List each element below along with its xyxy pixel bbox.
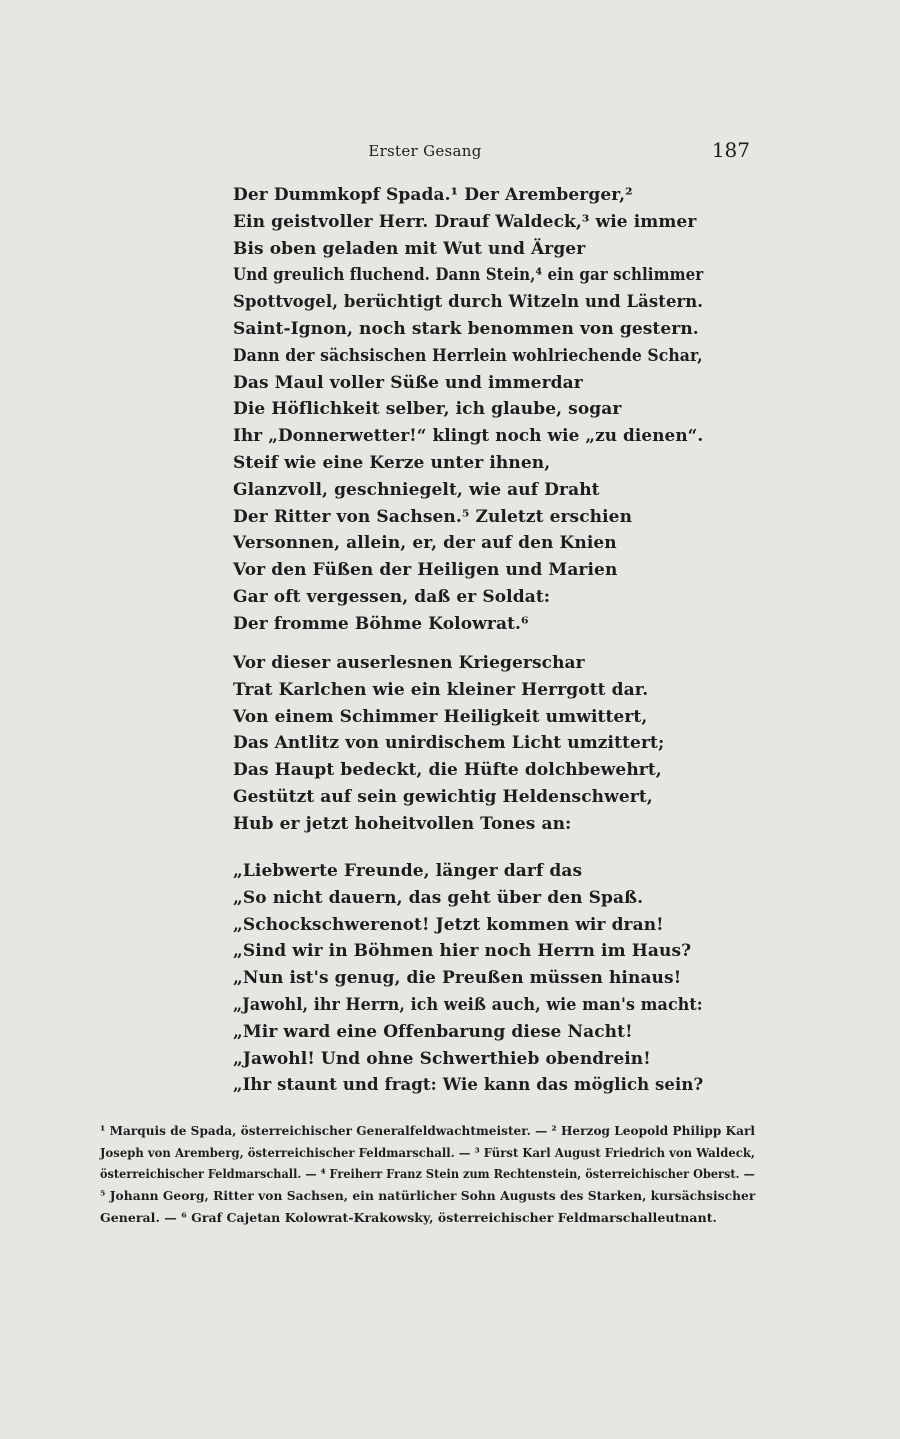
verse-line: Gar oft vergessen, daß er Soldat: — [233, 586, 551, 607]
verse-line: „So nicht dauern, das geht über den Spaß. — [233, 887, 644, 908]
verse-line: Dann der sächsischen Herrlein wohlriechende Schar, — [233, 345, 703, 366]
page-number: 187 — [711, 138, 750, 162]
verse-line: „Schockschwerenot! Jetzt kommen wir dran! — [233, 914, 664, 935]
verse-line: „Sind wir in Böhmen hier noch Herrn im Haus? — [233, 941, 692, 962]
verse-line: Saint-Ignon, noch stark benommen von gestern. — [233, 318, 699, 339]
footnote-line: ⁵ Johann Georg, Ritter von Sachsen, ein natürlicher Sohn Augusts des Starken, kursächsischer — [100, 1188, 756, 1204]
verse-line: Der Ritter von Sachsen.⁵ Zuletzt erschien — [233, 506, 633, 527]
verse-line: Bis oben geladen mit Wut und Ärger — [233, 238, 586, 259]
verse-line: Glanzvoll, geschniegelt, wie auf Draht — [233, 479, 600, 500]
verse-line: Ein geistvoller Herr. Drauf Waldeck,³ wie immer — [233, 211, 697, 232]
verse-line: „Liebwerte Freunde, länger darf das — [233, 861, 583, 881]
running-head: Erster Gesang — [368, 142, 482, 160]
verse-line: Der Dummkopf Spada.¹ Der Aremberger,² — [233, 185, 633, 205]
verse-line: Ihr „Donnerwetter!“ klingt noch wie „zu dienen“. — [233, 426, 704, 447]
verse-line: Von einem Schimmer Heiligkeit umwittert, — [233, 706, 648, 727]
footnotes — [100, 1120, 755, 1228]
verse-line: Die Höflichkeit selber, ich glaube, sogar — [233, 399, 622, 420]
verse-line: Trat Karlchen wie ein kleiner Herrgott dar. — [233, 679, 649, 700]
footnote-line: General. — ⁶ Graf Cajetan Kolowrat-Krakowsky, österreichischer Feldmarschalleutnant. — [100, 1209, 717, 1225]
stanza-3 — [233, 858, 703, 1099]
verse-line: Das Maul voller Süße und immerdar — [233, 372, 583, 393]
stanza-1 — [233, 182, 703, 638]
verse-line: Vor den Füßen der Heiligen und Marien — [233, 560, 618, 581]
verse-line: Hub er jetzt hoheitvollen Tones an: — [233, 813, 572, 834]
verse-line: „Jawohl! Und ohne Schwerthieb obendrein! — [233, 1048, 651, 1069]
verse-line: „Ihr staunt und fragt: Wie kann das möglich sein? — [233, 1075, 704, 1096]
verse-line: Und greulich fluchend. Dann Stein,⁴ ein gar schlimmer — [233, 265, 704, 286]
footnote-line: Joseph von Aremberg, österreichischer Feldmarschall. — ³ Fürst Karl August Friedrich von Waldeck, — [100, 1144, 755, 1160]
verse-line: Versonnen, allein, er, der auf den Knien — [233, 533, 617, 554]
verse-line: Steif wie eine Kerze unter ihnen, — [233, 452, 551, 473]
stanza-2 — [233, 650, 703, 838]
verse-line: Das Haupt bedeckt, die Hüfte dolchbewehrt, — [233, 760, 662, 781]
verse-line: „Nun ist's genug, die Preußen müssen hinaus! — [233, 968, 682, 989]
page-header — [100, 138, 750, 168]
verse-line: Spottvogel, berüchtigt durch Witzeln und Lästern. — [233, 292, 704, 313]
verse-line: „Mir ward eine Offenbarung diese Nacht! — [233, 1021, 633, 1042]
verse-line: Gestützt auf sein gewichtig Heldenschwert, — [233, 786, 653, 807]
verse-line: „Jawohl, ihr Herrn, ich weiß auch, wie man's macht: — [233, 994, 703, 1015]
verse-line: Der fromme Böhme Kolowrat.⁶ — [233, 613, 529, 634]
verse-line: Vor dieser auserlesnen Kriegerschar — [233, 653, 585, 673]
footnote-line: österreichischer Feldmarschall. — ⁴ Freiherr Franz Stein zum Rechtenstein, österreichischer Oberst. — — [100, 1166, 755, 1182]
verse-line: Das Antlitz von unirdischem Licht umzittert; — [233, 733, 665, 754]
footnote-line: ¹ Marquis de Spada, österreichischer Generalfeldwachtmeister. — ² Herzog Leopold Philipp Karl — [100, 1123, 755, 1138]
